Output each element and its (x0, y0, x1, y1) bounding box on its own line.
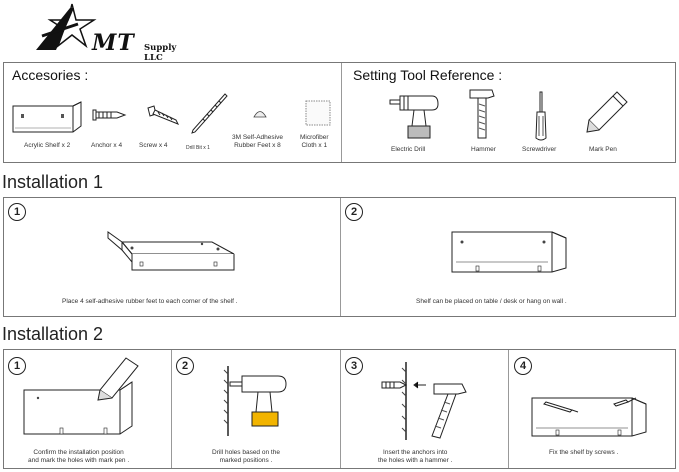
install1-step-1-badge: 1 (8, 203, 26, 221)
installation-2-divider-1 (171, 350, 172, 468)
logo (34, 2, 194, 63)
accessory-label-rubber-feet (232, 134, 283, 150)
install2-step-2-line2: marked positions . (219, 457, 273, 464)
accessory-label-screw: Screw x 4 (139, 142, 168, 149)
screw-icon (146, 104, 180, 126)
installation-2-title: Installation 2 (2, 324, 104, 344)
installation-2-divider-3 (508, 350, 509, 468)
acrylic-shelf-icon (11, 100, 83, 134)
install2-step-2-line1: Drill holes based on the (212, 449, 280, 456)
accessory-label-shelf: Acrylic Shelf x 2 (24, 142, 71, 149)
fix-screws-illustration (528, 392, 658, 438)
install2-step-4-line1: Fix the shelf by screws . (549, 449, 619, 456)
anchor-icon (93, 108, 127, 122)
install2-step-2-text (212, 449, 280, 465)
install2-step-3-line1: Insert the anchors into (383, 449, 448, 456)
install2-step-1-badge: 1 (8, 357, 26, 375)
hammer-icon (468, 86, 496, 140)
tool-label-mark-pen: Mark Pen (589, 146, 617, 153)
install1-step-2-badge: 2 (345, 203, 363, 221)
install2-step-1-line2: and mark the holes with mark pen . (28, 457, 130, 464)
install1-step-2-text: Shelf can be placed on table / desk or hang on wall . (416, 298, 567, 305)
installation-2-divider-2 (340, 350, 341, 468)
mark-holes-illustration (20, 354, 148, 438)
tools-title: Setting Tool Reference : (353, 67, 503, 83)
mark-pen-icon (585, 90, 629, 134)
rubber-feet-icon (253, 108, 267, 118)
install2-step-4-badge: 4 (514, 357, 532, 375)
tool-label-hammer: Hammer (471, 146, 496, 153)
drill-wall-illustration (212, 364, 302, 438)
tool-label-screwdriver: Screwdriver (522, 146, 557, 153)
install2-step-1-line1: Confirm the installation position (33, 449, 124, 456)
microfiber-cloth-icon (305, 100, 331, 126)
screwdriver-icon (533, 90, 549, 142)
accessories-title: Accesories : (12, 67, 89, 83)
install2-step-3-line2: the holes with a hammer . (378, 457, 453, 464)
accessory-label-cloth (300, 134, 329, 150)
cloth-line2: Cloth x 1 (301, 142, 328, 149)
rubber-feet-line2: Rubber Feet x 8 (234, 142, 281, 149)
install2-step-2-badge: 2 (176, 357, 194, 375)
drill-bit-icon (189, 92, 229, 136)
shelf-standing-illustration (448, 228, 572, 274)
install2-step-4-text (549, 449, 618, 457)
accessory-label-drill-bit: Drill Bit x 1 (186, 145, 210, 151)
cloth-line1: Microfiber (300, 134, 329, 141)
tool-label-drill: Electric Drill (391, 146, 426, 153)
rubber-feet-line1: 3M Self-Adhesive (232, 134, 283, 141)
install1-step-1-text: Place 4 self-adhesive rubber feet to each corner of the shelf . (62, 298, 238, 305)
installation-1-title: Installation 1 (2, 172, 104, 192)
insert-anchor-illustration (378, 360, 474, 442)
shelf-feet-illustration (102, 228, 238, 274)
panel-divider (341, 63, 342, 162)
installation-1-divider (340, 198, 341, 316)
accessory-label-anchor: Anchor x 4 (91, 142, 123, 149)
logo-brand: MT (92, 30, 135, 56)
electric-drill-icon (388, 90, 442, 140)
logo-sub: Supply LLC (144, 43, 177, 63)
install2-step-1-text (28, 449, 129, 465)
install2-step-3-badge: 3 (345, 357, 363, 375)
install2-step-3-text (378, 449, 452, 465)
